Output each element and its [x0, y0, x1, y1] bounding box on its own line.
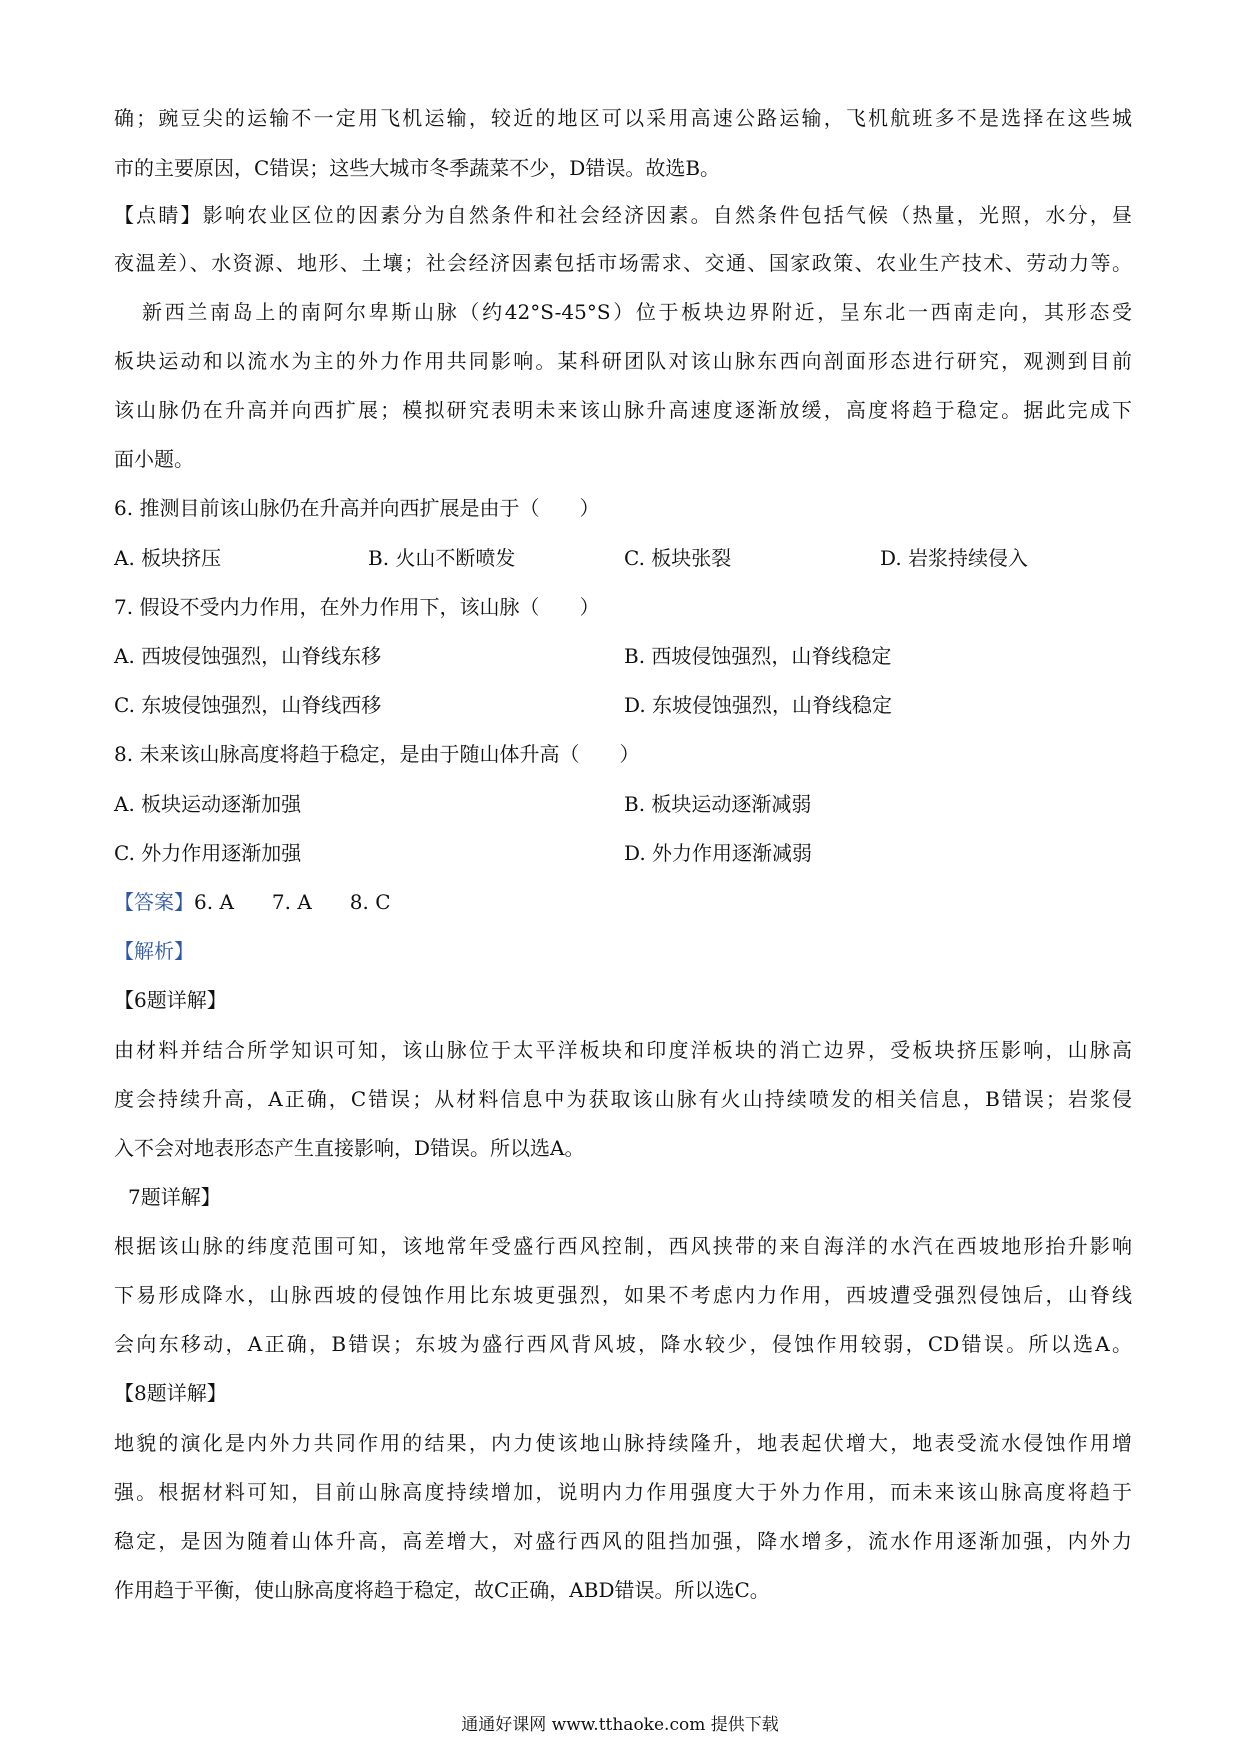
q8-option-b: B. 板块运动逐渐减弱 — [624, 792, 812, 816]
detail-8-line-1: 地貌的演化是内外力共同作用的结果，内力使该地山脉持续隆升，地表起伏增大，地表受流水侵蚀作用增 — [114, 1431, 1132, 1455]
answer-6: 6. A — [194, 890, 234, 914]
answer-row — [114, 882, 1132, 922]
detail-7-line-1: 根据该山脉的纬度范围可知，该地常年受盛行西风控制，西风挟带的来自海洋的水汽在西坡地形抬升影响 — [114, 1234, 1132, 1258]
answer-label: 【答案】 — [114, 890, 194, 914]
material-line-3: 该山脉仍在升高并向西扩展；模拟研究表明未来该山脉升高速度逐渐放缓，高度将趋于稳定。据此完成下 — [114, 398, 1132, 422]
detail-7-line-2: 下易形成降水，山脉西坡的侵蚀作用比东坡更强烈，如果不考虑内力作用，西坡遭受强烈侵蚀后，山脊线 — [114, 1283, 1132, 1307]
q8-option-a: A. 板块运动逐渐加强 — [114, 792, 302, 816]
q6-option-b: B. 火山不断喷发 — [368, 546, 516, 570]
detail-6-line-2: 度会持续升高，A正确，C错误；从材料信息中为获取该山脉有火山持续喷发的相关信息，B错误；岩浆侵 — [114, 1087, 1132, 1111]
detail-7-title: 7题详解】 — [128, 1185, 221, 1209]
detail-8-line-3: 稳定，是因为随着山体升高，高差增大，对盛行西风的阻挡加强，降水增多，流水作用逐渐加强，内外力 — [114, 1529, 1132, 1553]
question-8-stem: 8. 未来该山脉高度将趋于稳定，是由于随山体升高（ ） — [114, 742, 640, 766]
question-8-options-row-2 — [114, 833, 1132, 873]
detail-7-line-3: 会向东移动，A正确，B错误；东坡为盛行西风背风坡，降水较少，侵蚀作用较弱，CD错误。所以选A。 — [114, 1332, 1132, 1356]
detail-6-line-3: 入不会对地表形态产生直接影响，D错误。所以选A。 — [114, 1136, 585, 1160]
q6-option-c: C. 板块张裂 — [624, 546, 732, 570]
detail-8-line-2: 强。根据材料可知，目前山脉高度持续增加，说明内力作用强度大于外力作用，而未来该山脉高度将趋于 — [114, 1480, 1132, 1504]
question-8-options-row-1 — [114, 784, 1132, 824]
question-7-options-row-1 — [114, 636, 1132, 676]
question-6-options — [114, 538, 1132, 578]
material-line-2: 板块运动和以流水为主的外力作用共同影响。某科研团队对该山脉东西向剖面形态进行研究，观测到目前 — [114, 349, 1132, 373]
detail-6-title: 【6题详解】 — [114, 988, 227, 1012]
q7-option-b: B. 西坡侵蚀强烈，山脊线稳定 — [624, 644, 892, 668]
tip-line-2: 夜温差）、水资源、地形、土壤；社会经济因素包括市场需求、交通、国家政策、农业生产技术、劳动力等。 — [114, 251, 1132, 275]
q6-option-d: D. 岩浆持续侵入 — [880, 546, 1029, 570]
material-line-1: 新西兰南岛上的南阿尔卑斯山脉（约42°S-45°S）位于板块边界附近，呈东北一西南走向，其形态受 — [142, 300, 1132, 324]
question-7-stem: 7. 假设不受内力作用，在外力作用下，该山脉（ ） — [114, 595, 600, 619]
prev-explanation-line-1: 确；豌豆尖的运输不一定用飞机运输，较近的地区可以采用高速公路运输，飞机航班多不是选择在这些城 — [114, 106, 1132, 130]
q6-option-a: A. 板块挤压 — [114, 546, 222, 570]
question-6-stem: 6. 推测目前该山脉仍在升高并向西扩展是由于（ ） — [114, 496, 600, 520]
detail-8-line-4: 作用趋于平衡，使山脉高度将趋于稳定，故C正确，ABD错误。所以选C。 — [114, 1578, 770, 1602]
q7-option-d: D. 东坡侵蚀强烈，山脊线稳定 — [624, 693, 893, 717]
answer-8: 8. C — [349, 890, 391, 914]
q8-option-d: D. 外力作用逐渐减弱 — [624, 841, 813, 865]
material-line-4: 面小题。 — [114, 447, 194, 471]
detail-8-title: 【8题详解】 — [114, 1381, 227, 1405]
q7-option-a: A. 西坡侵蚀强烈，山脊线东移 — [114, 644, 382, 668]
answer-7: 7. A — [271, 890, 312, 914]
page-footer: 通通好课网 www.tthaoke.com 提供下载 — [461, 1715, 779, 1735]
q8-option-c: C. 外力作用逐渐加强 — [114, 841, 302, 865]
analysis-label: 【解析】 — [114, 939, 194, 963]
q7-option-c: C. 东坡侵蚀强烈，山脊线西移 — [114, 693, 382, 717]
prev-explanation-line-2: 市的主要原因，C错误；这些大城市冬季蔬菜不少，D错误。故选B。 — [114, 156, 721, 180]
tip-line-1: 【点睛】影响农业区位的因素分为自然条件和社会经济因素。自然条件包括气候（热量，光照，水分，昼 — [114, 203, 1132, 227]
detail-6-line-1: 由材料并结合所学知识可知，该山脉位于太平洋板块和印度洋板块的消亡边界，受板块挤压影响，山脉高 — [114, 1038, 1132, 1062]
question-7-options-row-2 — [114, 685, 1132, 725]
